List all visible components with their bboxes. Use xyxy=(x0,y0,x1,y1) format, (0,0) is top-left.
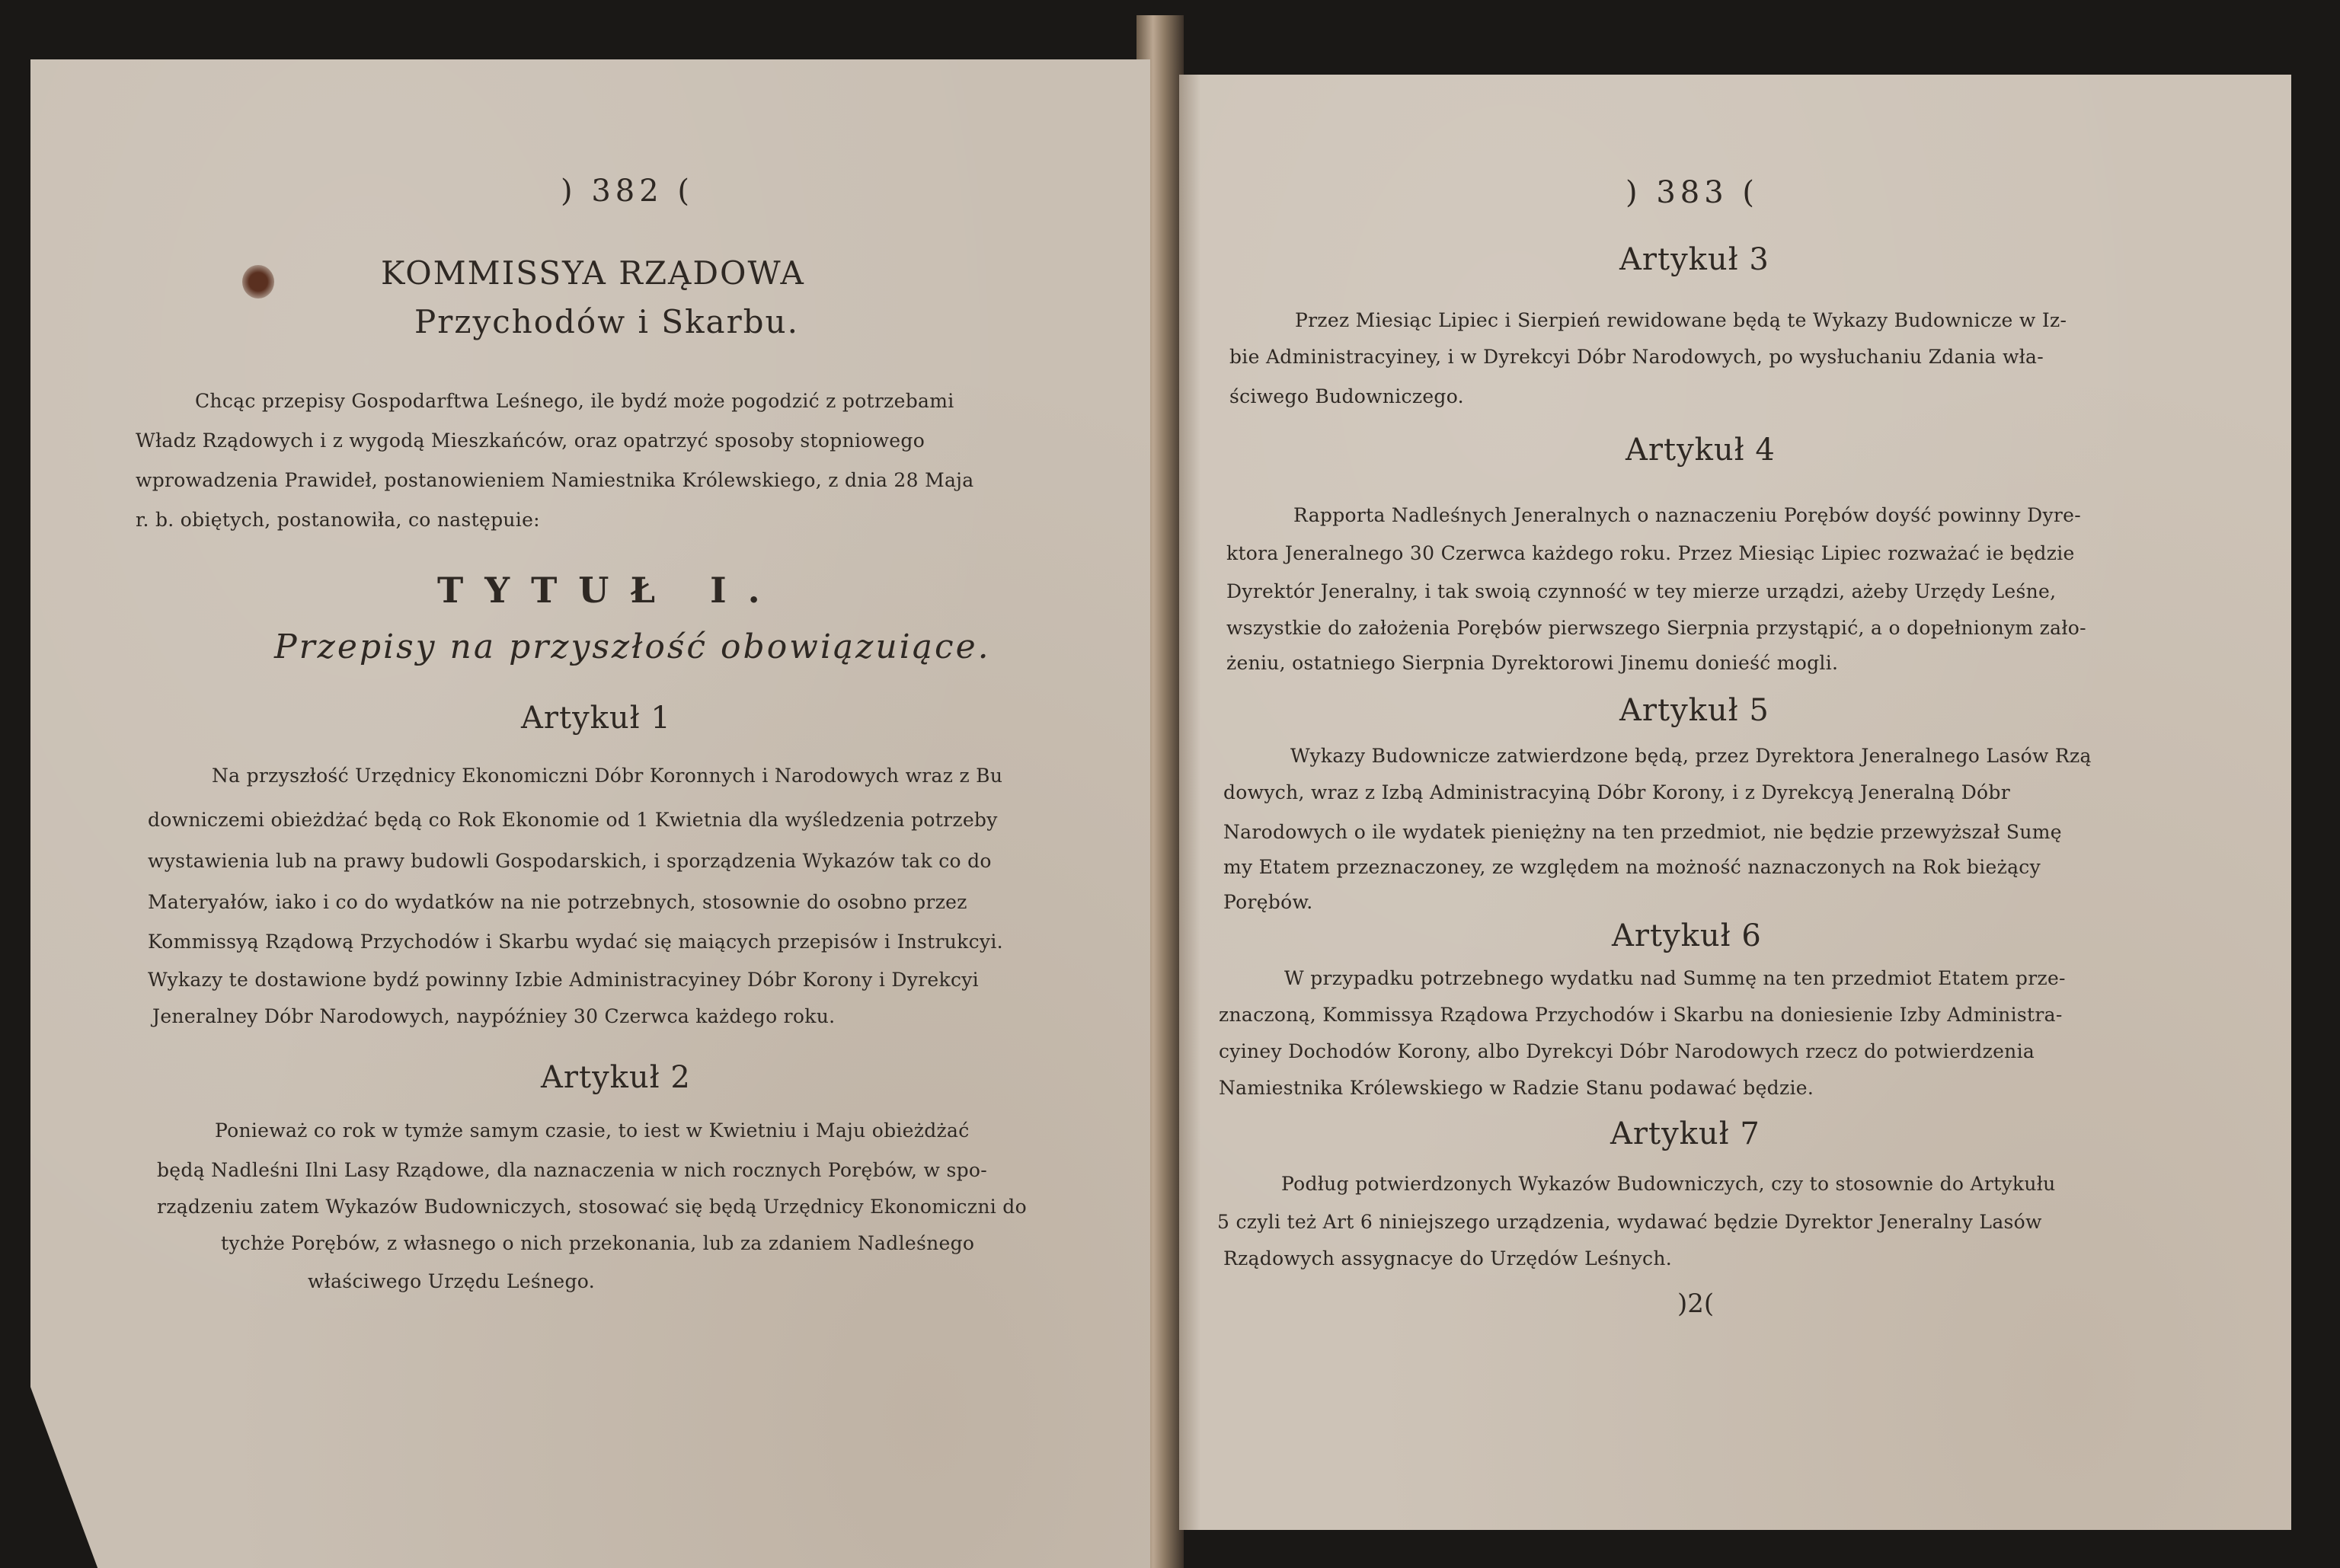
article-line: Wykazy Budownicze zatwierdzone będą, przez Dyrektora Jeneralnego Lasów Rzą xyxy=(1290,745,2092,767)
article-line: Na przyszłość Urzędnicy Ekonomiczni Dóbr Koronnych i Narodowych wraz z Bu xyxy=(212,765,1003,787)
left-heading-treasury: Przychodów i Skarbu. xyxy=(414,303,799,340)
article-line: ściwego Budowniczego. xyxy=(1229,385,1464,407)
page-shadow xyxy=(1179,75,1200,1530)
article-line: dowych, wraz z Izbą Administracyiną Dóbr Korony, i z Dyrekcyą Jeneralną Dóbr xyxy=(1223,781,2010,803)
article-line: znaczoną, Kommissya Rządowa Przychodów i Skarbu na doniesienie Izby Administra- xyxy=(1219,1004,2063,1026)
article-line: Namiestnika Królewskiego w Radzie Stanu podawać będzie. xyxy=(1219,1077,1814,1099)
article-line: Wykazy te dostawione bydź powinny Izbie Administracyiney Dóbr Korony i Dyrekcyi xyxy=(148,969,979,991)
article-line: bie Administracyiney, i w Dyrekcyi Dóbr Narodowych, po wysłuchaniu Zdania wła- xyxy=(1229,346,2044,368)
article-heading: Artykuł 7 xyxy=(1610,1116,1760,1151)
section-title: TYTUŁ I. xyxy=(437,570,782,611)
intro-line: r. b. obiętych, postanowiła, co następuie: xyxy=(136,509,540,531)
article-line: 5 czyli też Art 6 niniejszego urządzenia, wydawać będzie Dyrektor Jeneralny Lasów xyxy=(1217,1211,2042,1233)
article-heading: Artykuł 2 xyxy=(541,1060,691,1095)
article-line: Podług potwierdzonych Wykazów Budowniczych, czy to stosownie do Artykułu xyxy=(1281,1173,2056,1195)
article-line: rządzeniu zatem Wykazów Budowniczych, stosować się będą Urzędnicy Ekonomiczni do xyxy=(157,1196,1027,1218)
catchword: )2( xyxy=(1677,1289,1715,1319)
article-line: W przypadku potrzebnego wydatku nad Summę na ten przedmiot Etatem prze- xyxy=(1284,967,2066,989)
article-heading: Artykuł 1 xyxy=(521,701,671,736)
article-line: będą Nadleśni Ilni Lasy Rządowe, dla naznaczenia w nich rocznych Porębów, w spo- xyxy=(157,1159,988,1181)
article-line: wszystkie do założenia Porębów pierwszego Sierpnia przystąpić, a o dopełnionym zało- xyxy=(1226,617,2086,639)
article-line: Narodowych o ile wydatek pieniężny na ten przedmiot, nie będzie przewyższał Sumę xyxy=(1223,821,2062,843)
article-line: downiczemi obieżdżać będą co Rok Ekonomie od 1 Kwietnia dla wyśledzenia potrzeby xyxy=(148,809,998,831)
article-heading: Artykuł 4 xyxy=(1626,433,1776,468)
article-line: wystawienia lub na prawy budowli Gospodarskich, i sporządzenia Wykazów tak co do xyxy=(148,850,992,872)
intro-line: Władz Rządowych i z wygodą Mieszkańców, oraz opatrzyć sposoby stopniowego xyxy=(136,430,925,452)
article-heading: Artykuł 5 xyxy=(1619,693,1769,728)
right-page-number: ) 383 ( xyxy=(1626,175,1759,210)
article-heading: Artykuł 6 xyxy=(1612,918,1762,953)
section-subtitle: Przepisy na przyszłość obowiązuiące. xyxy=(274,628,991,666)
left-page-number: ) 382 ( xyxy=(561,174,694,209)
article-line: Ponieważ co rok w tymże samym czasie, to iest w Kwietniu i Maju obieżdżać xyxy=(215,1119,970,1142)
article-line: Przez Miesiąc Lipiec i Sierpień rewidowane będą te Wykazy Budownicze w Iz- xyxy=(1295,309,2067,331)
article-line: właściwego Urzędu Leśnego. xyxy=(308,1270,595,1292)
article-line: Dyrektór Jeneralny, i tak swoią czynność w tey mierze urządzi, ażeby Urzędy Leśne, xyxy=(1226,580,2057,602)
article-line: Rapporta Nadleśnych Jeneralnych o naznaczeniu Porębów doyść powinny Dyre- xyxy=(1293,504,2081,526)
ink-stain xyxy=(242,265,274,299)
article-line: Jeneralney Dóbr Narodowych, naypóźniey 30 Czerwca każdego roku. xyxy=(152,1005,836,1027)
article-line: ktora Jeneralnego 30 Czerwca każdego roku. Przez Miesiąc Lipiec rozważać ie będzie xyxy=(1226,542,2075,564)
left-heading-commission: KOMMISSYA RZĄDOWA xyxy=(381,254,805,292)
article-line: Porębów. xyxy=(1223,891,1313,913)
article-line: tychże Porębów, z własnego o nich przekonania, lub za zdaniem Nadleśnego xyxy=(221,1232,975,1254)
article-line: my Etatem przeznaczoney, ze względem na możność naznaczonych na Rok bieżący xyxy=(1223,856,2041,878)
article-line: żeniu, ostatniego Sierpnia Dyrektorowi Jinemu donieść mogli. xyxy=(1226,652,1839,674)
intro-line: Chcąc przepisy Gospodarftwa Leśnego, ile bydź może pogodzić z potrzebami xyxy=(195,390,954,412)
article-line: cyiney Dochodów Korony, albo Dyrekcyi Dóbr Narodowych rzecz do potwierdzenia xyxy=(1219,1040,2035,1062)
article-line: Rządowych assygnacye do Urzędów Leśnych. xyxy=(1223,1247,1672,1269)
article-line: Materyałów, iako i co do wydatków na nie potrzebnych, stosownie do osobno przez xyxy=(148,891,967,913)
intro-line: wprowadzenia Prawideł, postanowieniem Namiestnika Królewskiego, z dnia 28 Maja xyxy=(136,469,974,491)
article-heading: Artykuł 3 xyxy=(1619,242,1769,277)
article-line: Kommissyą Rządową Przychodów i Skarbu wydać się maiących przepisów i Instrukcyi. xyxy=(148,931,1003,953)
